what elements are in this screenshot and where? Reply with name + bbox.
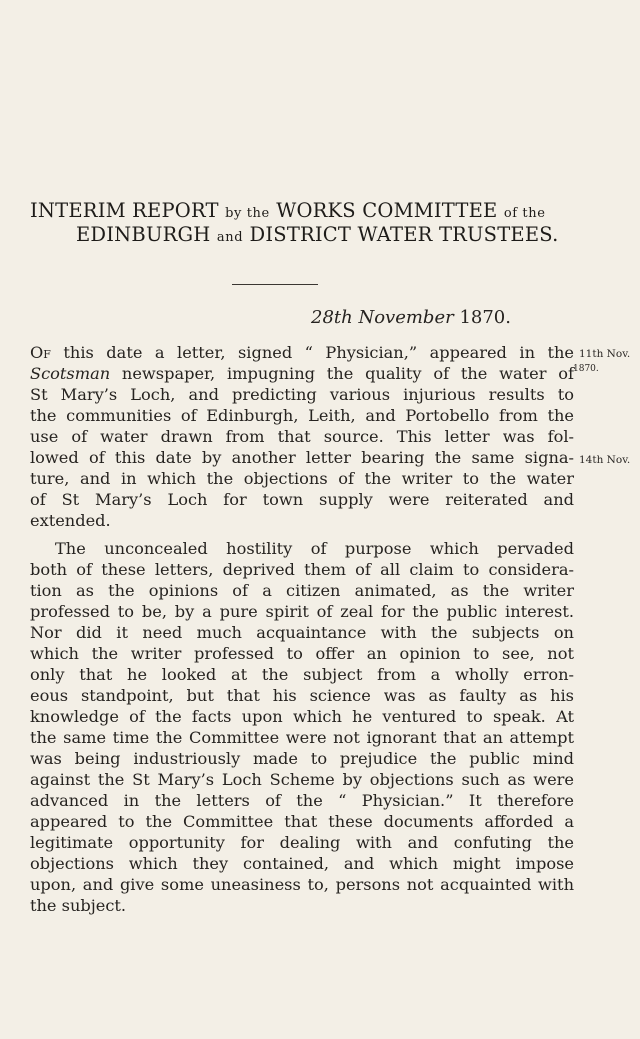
paragraph-2-line: Nor did it need much acquaintance with the subjects on (30, 623, 574, 642)
report-title-line-2 (76, 223, 640, 246)
paragraph-2-line: The unconcealed hostility of purpose which pervaded (55, 539, 574, 558)
title-divider (232, 284, 318, 285)
paragraph-2-line: knowledge of the facts upon which he ventured to speak. At (30, 707, 574, 726)
paragraph-2-line: eous standpoint, but that his science was as faulty as his (30, 686, 574, 705)
paragraph-1-line: ture, and in which the objections of the writer to the water (30, 469, 574, 488)
paragraph-1-line: lowed of this date by another letter bearing the same signa- (30, 448, 574, 467)
dateline (311, 307, 511, 328)
title-connector: and (216, 230, 244, 245)
title-connector: by the (225, 206, 270, 221)
paragraph-2-line: the subject. (30, 896, 127, 915)
title-text: EDINBURGH (76, 223, 217, 246)
margin-note-14th-nov (579, 454, 630, 466)
paragraph-2-line: professed to be, by a pure spirit of zeal for the public interest. (30, 602, 574, 621)
paragraph-1-line: St Mary’s Loch, and predicting various injurious results to (30, 385, 574, 404)
margin-note-year (573, 364, 599, 379)
paragraph-2-line: objections which they contained, and which might impose (30, 854, 574, 873)
paragraph-2-line: tion as the opinions of a citizen animated, as the writer (30, 581, 574, 600)
margin-note-year-text: 1870. (573, 364, 599, 374)
paragraph-1-line (30, 343, 574, 363)
date-day: 28th November (311, 307, 454, 328)
date-year: 1870. (453, 307, 511, 328)
paragraph-1-line (30, 364, 574, 384)
lead-word: Of (30, 343, 51, 362)
line-text: newspaper, impugning the quality of the water of (110, 364, 574, 383)
paragraph-1-line: the communities of Edinburgh, Leith, and Portobello from the (30, 406, 574, 425)
title-text: WORKS COMMITTEE (269, 199, 504, 222)
paragraph-2-line: was being industriously made to prejudice the public mind (30, 749, 574, 768)
title-connector: of the (503, 206, 546, 221)
margin-note-text: 11th Nov. (579, 348, 631, 360)
paragraph-2-line: advanced in the letters of the “ Physician.” It therefore (30, 791, 574, 810)
report-title-line-1 (30, 199, 610, 222)
paragraph-2-line: legitimate opportunity for dealing with and confuting the (30, 833, 574, 852)
paragraph-2-line: against the St Mary’s Loch Scheme by objections such as were (30, 770, 574, 789)
paragraph-2-line: both of these letters, deprived them of all claim to considera- (30, 560, 574, 579)
paragraph-1-line: use of water drawn from that source. This letter was fol- (30, 427, 574, 446)
paragraph-2-line: appeared to the Committee that these documents afforded a (30, 812, 574, 831)
title-text: DISTRICT WATER TRUSTEES. (243, 223, 559, 246)
margin-note-11th-nov (579, 348, 630, 360)
paragraph-1-line: extended. (30, 511, 111, 530)
paragraph-2-line: upon, and give some uneasiness to, persons not acquainted with (30, 875, 574, 894)
newspaper-name: Scotsman (30, 364, 111, 383)
paragraph-2-line: the same time the Committee were not ignorant that an attempt (30, 728, 574, 747)
paragraph-2-line: only that he looked at the subject from a wholly erron- (30, 665, 574, 684)
paragraph-1-line: of St Mary’s Loch for town supply were reiterated and (30, 490, 574, 509)
margin-note-text: 14th Nov. (579, 454, 631, 466)
title-text: INTERIM REPORT (30, 199, 226, 222)
paragraph-2-line: which the writer professed to offer an opinion to see, not (30, 644, 574, 663)
line-text: this date a letter, signed “ Physician,” appeared in the (50, 343, 574, 362)
